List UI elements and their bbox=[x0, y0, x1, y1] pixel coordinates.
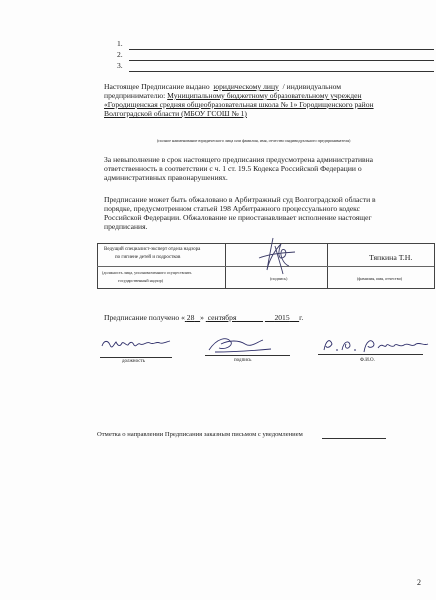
received-line bbox=[104, 313, 303, 322]
appeal-line-4: предписания. bbox=[104, 222, 148, 231]
appeal-line-3: Российской Федерации. Обжалование не приостанавливает исполнение настоящег bbox=[104, 213, 372, 222]
organization-name-part3: Волгоградской области (МБОУ ГСОШ № 1) bbox=[104, 109, 247, 118]
issued-line-1 bbox=[104, 82, 341, 91]
organization-caption: (полное наименование юридического лица или фамилия, имя, отчество индивидуального предпринимателя) bbox=[157, 138, 351, 143]
receiver-handwritten-name bbox=[320, 336, 430, 356]
inspector-caption-name: (фамилия, имя, отчество) bbox=[357, 276, 403, 281]
liability-line-1: За невыполнение в срок настоящего предписания предусмотрена административна bbox=[104, 155, 374, 164]
receiver-caption-name: Ф.И.О. bbox=[360, 358, 375, 363]
inspector-caption-position-2: государственный надзор) bbox=[118, 278, 164, 283]
page-number: 2 bbox=[417, 578, 421, 587]
list-line-1 bbox=[129, 49, 434, 50]
list-line-2 bbox=[129, 60, 434, 61]
inspector-position-1: Ведущий специалист-эксперт отдела надзора bbox=[104, 247, 201, 252]
entrepreneur-option: / индивидуальном bbox=[282, 82, 342, 91]
inspector-caption-signature: (подпись) bbox=[270, 276, 288, 281]
inspector-name: Тяпкина Т.Н. bbox=[369, 253, 413, 262]
receiver-caption-position: должность bbox=[122, 359, 145, 364]
organization-name-part1: Муниципальному бюджетному образовательному учрежден bbox=[167, 91, 362, 100]
organization-name-part2: «Городищенская средняя общеобразовательная школа № 1» Городищенского район bbox=[104, 100, 374, 109]
mail-note-line bbox=[322, 438, 386, 439]
inspector-signature bbox=[255, 236, 297, 276]
receiver-signature bbox=[205, 332, 275, 356]
liability-line-2: ответственность в соответствии с ч. 1 ст. 19.5 Кодекса Российской Федерации о bbox=[104, 164, 362, 173]
list-number-3: 3. bbox=[117, 61, 123, 70]
receiver-caption-signature: подпись bbox=[234, 358, 252, 363]
list-number-1: 1. bbox=[117, 39, 123, 48]
appeal-line-2: порядке, предусмотренном статьей 198 Арбитражного процессуального кодекс bbox=[104, 204, 361, 213]
mail-note: Отметка о направлении Предписания заказным письмом с уведомлением bbox=[97, 431, 303, 438]
inspector-caption-position-1: (должность лица, уполномоченного осуществлять bbox=[102, 270, 192, 275]
inspector-position-2: по гигиене детей и подростков bbox=[115, 255, 181, 260]
received-month: сентября bbox=[207, 313, 237, 322]
entrepreneur-label: предпринимателю: bbox=[104, 91, 166, 100]
receiver-position-line bbox=[100, 357, 172, 358]
received-day: 28 bbox=[186, 313, 195, 322]
list-number-2: 2. bbox=[117, 50, 123, 59]
appeal-line-1: Предписание может быть обжаловано в Арбитражный суд Волгоградской области в bbox=[104, 195, 376, 204]
liability-line-3: административных правонарушениях. bbox=[104, 173, 228, 182]
issued-line-2 bbox=[104, 91, 362, 100]
legal-entity-option: юридическому лицу bbox=[213, 82, 279, 91]
received-year: 2015 bbox=[274, 313, 290, 322]
received-separator: » bbox=[200, 313, 206, 322]
received-year-suffix: г. bbox=[299, 313, 304, 322]
list-line-3 bbox=[129, 71, 434, 72]
received-label: Предписание получено « bbox=[104, 313, 185, 322]
issued-label: Настоящее Предписание выдано bbox=[104, 82, 210, 91]
receiver-handwritten-position bbox=[100, 336, 172, 354]
